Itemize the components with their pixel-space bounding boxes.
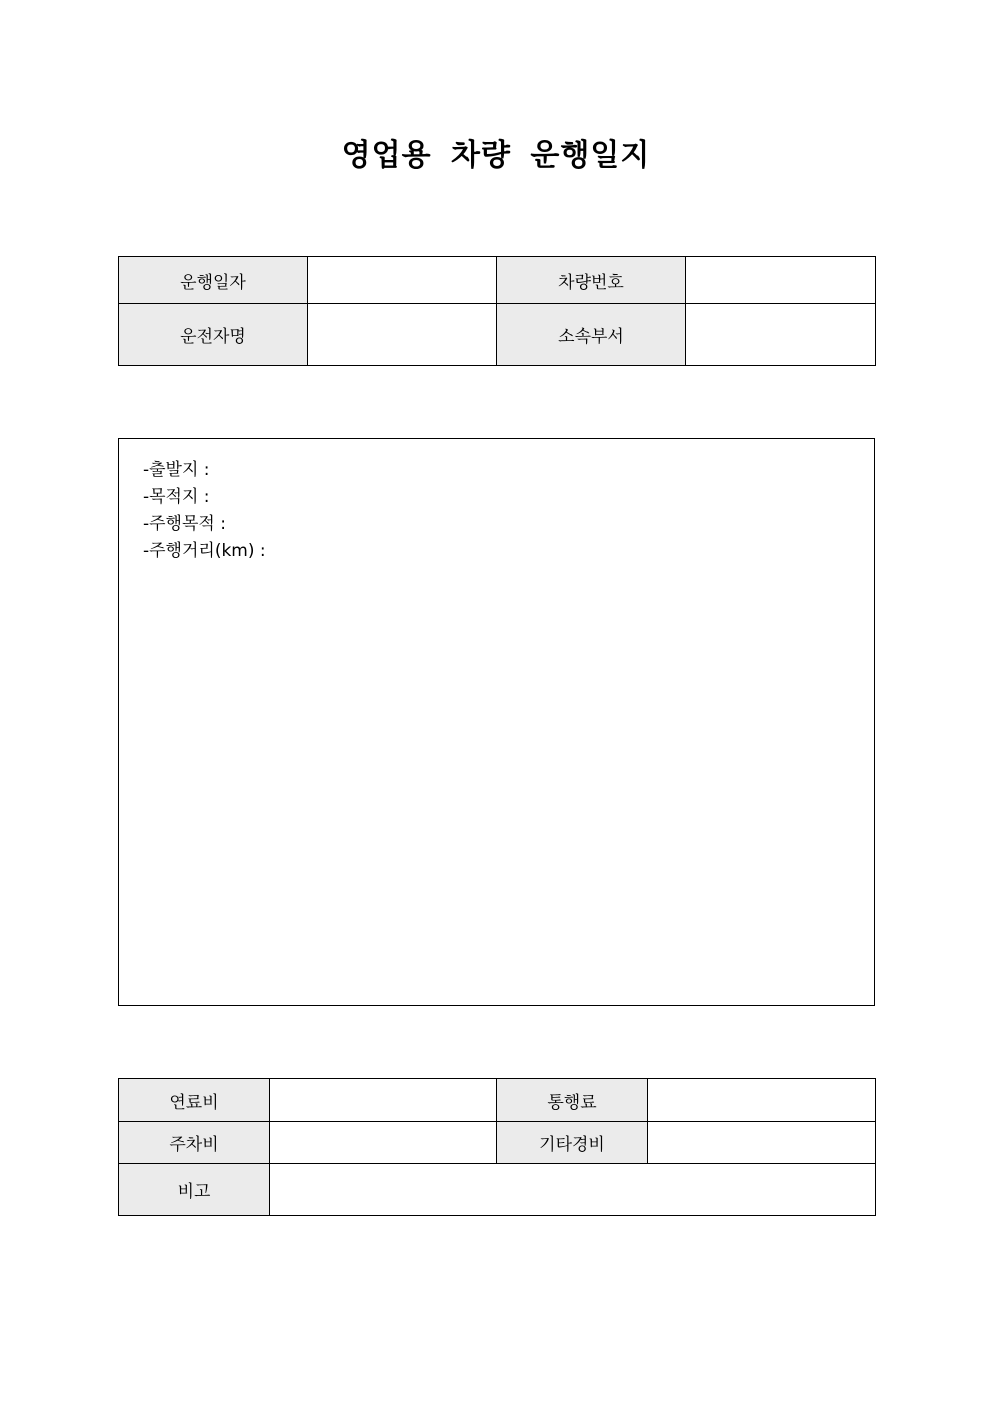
drive-date-label: 운행일자 [119,257,308,304]
remarks-field[interactable] [270,1164,876,1216]
info-row-1 [119,257,876,304]
department-label: 소속부서 [497,304,686,366]
departure-line: -출발지 : [143,460,210,480]
remarks-label: 비고 [119,1164,270,1216]
fuel-cost-label: 연료비 [119,1079,270,1122]
vehicle-number-field[interactable] [686,257,876,304]
other-expense-label: 기타경비 [497,1122,648,1164]
info-row-2 [119,304,876,366]
toll-fee-field[interactable] [648,1079,876,1122]
department-field[interactable] [686,304,876,366]
expense-row-3 [119,1164,876,1216]
toll-fee-label: 통행료 [497,1079,648,1122]
vehicle-info-table [118,256,876,366]
drive-date-field[interactable] [308,257,497,304]
distance-line: -주행거리(km) : [143,541,266,561]
trip-details-list [143,457,266,565]
purpose-line: -주행목적 : [143,514,226,534]
expense-table [118,1078,876,1216]
expense-row-1 [119,1079,876,1122]
driver-name-label: 운전자명 [119,304,308,366]
expense-row-2 [119,1122,876,1164]
trip-details-box[interactable] [118,438,875,1006]
vehicle-number-label: 차량번호 [497,257,686,304]
other-expense-field[interactable] [648,1122,876,1164]
parking-fee-field[interactable] [270,1122,497,1164]
parking-fee-label: 주차비 [119,1122,270,1164]
driver-name-field[interactable] [308,304,497,366]
page-title: 영업용 차량 운행일지 [341,138,651,173]
destination-line: -목적지 : [143,487,210,507]
fuel-cost-field[interactable] [270,1079,497,1122]
